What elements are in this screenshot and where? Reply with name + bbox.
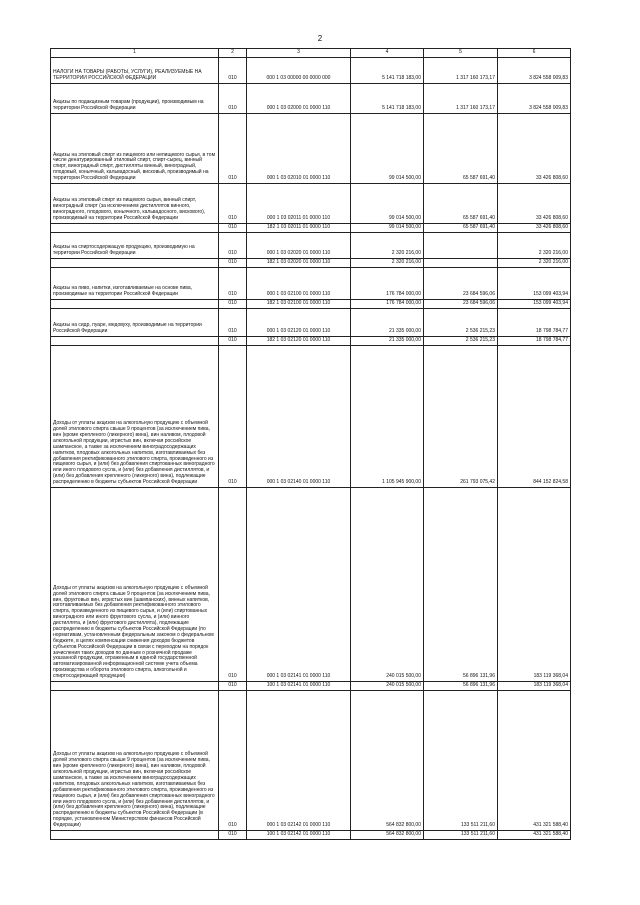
row-line-code: 010 <box>219 309 247 337</box>
row-approved-amount: 240 015 500,00 <box>351 488 424 682</box>
row-approved-amount: 5 141 718 183,00 <box>351 58 424 84</box>
row-name: Акцизы на пиво, напитки, изготавливаемые на основе пива, производимые на территории Российской Федерации <box>51 268 219 300</box>
row-budget-code: 000 1 03 02141 01 0000 110 <box>247 488 351 682</box>
row-executed-amount: 23 684 596,06 <box>424 300 498 309</box>
row-unexecuted-amount: 3 824 558 009,83 <box>498 58 571 84</box>
row-executed-amount: 133 511 211,60 <box>424 691 498 831</box>
row-budget-code: 000 1 03 02020 01 0000 110 <box>247 233 351 259</box>
row-line-code: 010 <box>219 233 247 259</box>
row-name: Доходы от уплаты акцизов на алкогольную продукцию с объемной долей этилового спирта свыше 9 процентов (за исключением пива, вин (кроме крепленого (ликерного) вина), вин наливом, плодовой алкогольной продукции, игристых вин, включая российское шампанское, а также за исключением виноградосодержащих напитков, плодовых алкогольных напитков, изготавливаемых без добавления ректификованного этилового спирта, произведенного из пищевого сырья, и (или) без добавления спиртованных виноградного или иного плодового сусла, и (или) без добавления дистиллятов, и (или) без добавления крепленого (ликерного) вина), подлежащие распределению в бюджеты субъектов Российской Федерации <box>51 346 219 488</box>
row-line-code: 010 <box>219 682 247 691</box>
row-executed-amount <box>424 233 498 259</box>
row-budget-code: 000 1 03 02011 01 0000 110 <box>247 184 351 224</box>
table-row <box>51 309 571 337</box>
row-approved-amount: 99 014 500,00 <box>351 114 424 184</box>
row-unexecuted-amount: 153 099 403,94 <box>498 300 571 309</box>
row-executed-amount: 56 896 131,96 <box>424 682 498 691</box>
row-name: Акцизы на сидр, пуаре, медовуху, производимые на территории Российской Федерации <box>51 309 219 337</box>
table-row <box>51 691 571 831</box>
row-budget-code: 182 1 03 02020 01 0000 110 <box>247 259 351 268</box>
row-line-code: 010 <box>219 84 247 114</box>
row-approved-amount: 240 015 500,00 <box>351 682 424 691</box>
row-budget-code: 000 1 03 00000 00 0000 000 <box>247 58 351 84</box>
table-row <box>51 224 571 233</box>
page-number: 2 <box>317 34 323 43</box>
row-unexecuted-amount: 33 426 808,60 <box>498 114 571 184</box>
row-executed-amount: 261 793 075,42 <box>424 346 498 488</box>
row-approved-amount: 1 105 945 900,00 <box>351 346 424 488</box>
row-line-code: 010 <box>219 184 247 224</box>
row-budget-code: 182 1 03 02011 01 0000 110 <box>247 224 351 233</box>
row-name: Акцизы на спиртосодержащую продукцию, производимую на территории Российской Федерации <box>51 233 219 259</box>
table-row <box>51 58 571 84</box>
row-unexecuted-amount: 431 321 588,40 <box>498 831 571 840</box>
row-name <box>51 337 219 346</box>
row-executed-amount: 1 317 160 173,17 <box>424 84 498 114</box>
row-line-code: 010 <box>219 58 247 84</box>
row-line-code: 010 <box>219 268 247 300</box>
row-unexecuted-amount: 431 321 588,40 <box>498 691 571 831</box>
table-row <box>51 259 571 268</box>
row-name: Акцизы на этиловый спирт из пищевого или непищевого сырья, в том числе денатурированный этиловый спирт, спирт-сырец, винный спирт, виноградный спирт, дистилляты винный, виноградный, плодовый, коньячный, кальвадосный, висковый, производимый на территории Российской Федерации <box>51 114 219 184</box>
table-row <box>51 337 571 346</box>
row-approved-amount: 176 784 000,00 <box>351 300 424 309</box>
row-name <box>51 300 219 309</box>
row-name <box>51 831 219 840</box>
row-name: Акцизы на этиловый спирт из пищевого сырья, винный спирт, виноградный спирт (за исключением дистиллятов винного, виноградного, плодового, коньячного, кальвадосного, вискового), производимый на территории Российской Федерации <box>51 184 219 224</box>
row-budget-code: 000 1 03 02140 01 0000 110 <box>247 346 351 488</box>
row-line-code: 010 <box>219 831 247 840</box>
row-line-code: 010 <box>219 488 247 682</box>
row-executed-amount: 1 317 160 173,17 <box>424 58 498 84</box>
row-budget-code: 000 1 03 02010 01 0000 110 <box>247 114 351 184</box>
table-row <box>51 682 571 691</box>
row-unexecuted-amount: 18 798 784,77 <box>498 337 571 346</box>
row-executed-amount: 133 511 211,60 <box>424 831 498 840</box>
row-approved-amount: 2 320 216,00 <box>351 259 424 268</box>
row-budget-code: 000 1 03 02120 01 0000 110 <box>247 309 351 337</box>
table-row <box>51 233 571 259</box>
row-name: НАЛОГИ НА ТОВАРЫ (РАБОТЫ, УСЛУГИ), РЕАЛИЗУЕМЫЕ НА ТЕРРИТОРИИ РОССИЙСКОЙ ФЕДЕРАЦИИ <box>51 58 219 84</box>
row-unexecuted-amount: 153 099 403,94 <box>498 268 571 300</box>
row-budget-code: 000 1 03 02142 01 0000 110 <box>247 691 351 831</box>
row-name <box>51 259 219 268</box>
table-row <box>51 84 571 114</box>
row-line-code: 010 <box>219 346 247 488</box>
row-line-code: 010 <box>219 691 247 831</box>
row-budget-code: 182 1 03 02100 01 0000 110 <box>247 300 351 309</box>
row-line-code: 010 <box>219 224 247 233</box>
table-row <box>51 831 571 840</box>
table-row <box>51 184 571 224</box>
row-budget-code: 100 1 03 02141 01 0000 110 <box>247 682 351 691</box>
row-line-code: 010 <box>219 300 247 309</box>
row-unexecuted-amount: 33 426 808,60 <box>498 224 571 233</box>
revenue-table <box>50 48 571 840</box>
row-line-code: 010 <box>219 337 247 346</box>
row-budget-code: 182 1 03 02120 01 0000 110 <box>247 337 351 346</box>
row-executed-amount: 2 536 215,23 <box>424 309 498 337</box>
row-executed-amount: 2 536 215,23 <box>424 337 498 346</box>
row-approved-amount: 176 784 000,00 <box>351 268 424 300</box>
row-name: Акцизы по подакцизным товарам (продукции), производимым на территории Российской Федерации <box>51 84 219 114</box>
header-cell: 5 <box>424 49 498 58</box>
header-cell: 3 <box>247 49 351 58</box>
row-executed-amount: 23 684 596,06 <box>424 268 498 300</box>
row-name: Доходы от уплаты акцизов на алкогольную продукцию с объемной долей этилового спирта свыше 9 процентов (за исключением пива, вин, фруктовых вин, игристых вин (шампанских), винных напитков, изготавливаемых без добавления ректификованного этилового спирта, произведенного из пищевого сырья, и (или) спиртованных виноградного или иного фруктового сусла, и (или) винного дистиллята, и (или) фруктового дистиллята), подлежащие распределению в бюджеты субъектов Российской Федерации (по нормативам, установленным федеральным законом о федеральном бюджете, в целях компенсации снижения доходов бюджетов субъектов Российской Федерации в связи с переходом на порядок зачисления таких доходов по данным о розничной продаже указанной продукции, отраженным в единой государственной автоматизированной информационной системе учета объема производства и оборота этилового спирта, алкогольной и спиртосодержащей продукции) <box>51 488 219 682</box>
table-row <box>51 346 571 488</box>
row-approved-amount: 21 335 000,00 <box>351 337 424 346</box>
row-approved-amount: 2 320 216,00 <box>351 233 424 259</box>
row-unexecuted-amount: 2 320 216,00 <box>498 233 571 259</box>
row-name <box>51 224 219 233</box>
row-approved-amount: 564 832 800,00 <box>351 831 424 840</box>
row-budget-code: 100 1 03 02142 01 0000 110 <box>247 831 351 840</box>
row-approved-amount: 564 832 800,00 <box>351 691 424 831</box>
row-executed-amount <box>424 259 498 268</box>
row-unexecuted-amount: 3 824 558 009,83 <box>498 84 571 114</box>
row-approved-amount: 99 014 500,00 <box>351 184 424 224</box>
row-name <box>51 682 219 691</box>
table-row <box>51 114 571 184</box>
row-unexecuted-amount: 33 426 808,60 <box>498 184 571 224</box>
header-cell: 4 <box>351 49 424 58</box>
row-executed-amount: 56 896 131,96 <box>424 488 498 682</box>
header-cell: 6 <box>498 49 571 58</box>
row-executed-amount: 65 587 691,40 <box>424 114 498 184</box>
row-approved-amount: 5 141 718 183,00 <box>351 84 424 114</box>
row-executed-amount: 65 587 691,40 <box>424 224 498 233</box>
row-line-code: 010 <box>219 259 247 268</box>
row-unexecuted-amount: 183 119 368,04 <box>498 682 571 691</box>
row-approved-amount: 99 014 500,00 <box>351 224 424 233</box>
row-unexecuted-amount: 844 152 824,58 <box>498 346 571 488</box>
row-approved-amount: 21 335 000,00 <box>351 309 424 337</box>
row-budget-code: 000 1 03 02000 01 0000 110 <box>247 84 351 114</box>
row-unexecuted-amount: 2 320 216,00 <box>498 259 571 268</box>
row-unexecuted-amount: 18 798 784,77 <box>498 309 571 337</box>
table-row <box>51 268 571 300</box>
row-budget-code: 000 1 03 02100 01 0000 110 <box>247 268 351 300</box>
table-header-row <box>51 49 571 58</box>
header-cell: 2 <box>219 49 247 58</box>
row-name: Доходы от уплаты акцизов на алкогольную продукцию с объемной долей этилового спирта свыше 9 процентов (за исключением пива, вин (кроме крепленого (ликерного) вина), вин наливом, плодовой алкогольной продукции, игристых вин, включая российское шампанское, а также за исключением виноградосодержащих напитков, плодовых алкогольных напитков, изготавливаемых без добавления ректификованного этилового спирта, произведенного из пищевого сырья, и (или) без добавления спиртованных виноградного или иного плодового сусла, и (или) без добавления дистиллятов, и (или) без добавления крепленого (ликерного) вина), подлежащие распределению в бюджеты субъектов Российской Федерации (в порядке, установленном Министерством финансов Российской Федерации) <box>51 691 219 831</box>
table-row <box>51 488 571 682</box>
row-line-code: 010 <box>219 114 247 184</box>
table-row <box>51 300 571 309</box>
header-cell: 1 <box>51 49 219 58</box>
row-executed-amount: 65 587 691,40 <box>424 184 498 224</box>
row-unexecuted-amount: 183 119 368,04 <box>498 488 571 682</box>
